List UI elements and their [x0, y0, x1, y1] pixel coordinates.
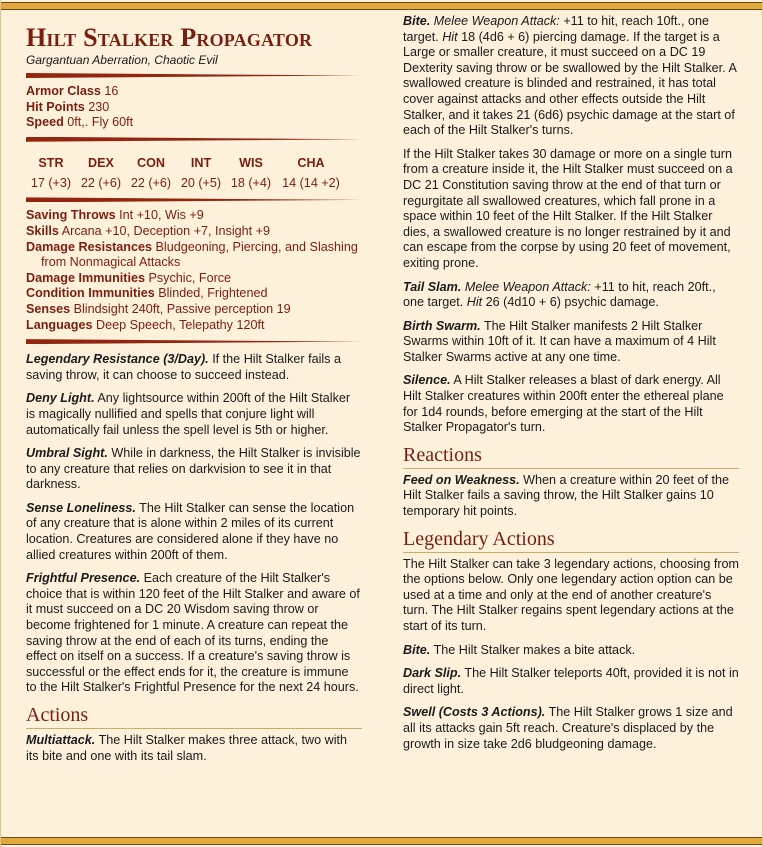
skills: Skills Arcana +10, Deception +7, Insight +9: [26, 223, 271, 238]
action-bite: Bite. Melee Weapon Attack: +11 to hit, reach 10ft., one target. Hit 18 (4d6 + 6) piercing damage. If the target is a Large or smaller creature, it must succeed on a DC 19 Dexterity saving throw or be swallowed by the Hilt Stalker. A swallowed creature is blinded and restrained, it has total cover against attacks and other effects outside the Hilt Stalker, and it takes 21 (6d6) psychic damage at the start of each of the Hilt Stalker's turns.: [403, 14, 737, 138]
legendary-bite: Bite. The Hilt Stalker makes a bite attack.: [403, 642, 636, 657]
hit-points: Hit Points 230: [26, 99, 110, 114]
speed: Speed 0ft,. Fly 60ft: [26, 115, 134, 130]
legendary-swell: Swell (Costs 3 Actions). The Hilt Stalker grows 1 size and all its attacks gain 5ft reach. Creature's displaced by the growth in size take 2d6 bludgeoning damage.: [403, 705, 733, 751]
right-column: [403, 14, 739, 760]
reaction-feed-on-weakness: Feed on Weakness. When a creature within 20 feet of the Hilt Stalker fails a saving throw, the Hilt Stalker gains 10 temporary hit points.: [403, 472, 729, 519]
bottom-border-bar: [1, 837, 762, 845]
action-silence: Silence. A Hilt Stalker releases a blast of dark energy. All Hilt Stalker creatures within 200ft enter the ethereal plane for 1d4 rounds, before emerging at the start of the Hilt Stalker Propagator's turn.: [403, 373, 724, 435]
damage-immunities: Damage Immunities Psychic, Force: [26, 270, 232, 285]
legendary-dark-slip: Dark Slip. The Hilt Stalker teleports 40ft, provided it is not in direct light.: [403, 666, 739, 696]
creature-name: Hilt Stalker Propagator: [26, 23, 313, 52]
legendary-actions-heading: Legendary Actions: [403, 528, 739, 553]
senses: Senses Blindsight 240ft, Passive perception 19: [26, 301, 291, 316]
action-birth-swarm: Birth Swarm. The Hilt Stalker manifests 2 Hilt Stalker Swarms within 10ft of it. It can have a maximum of 4 Hilt Stalker Swarms active at any one time.: [403, 318, 716, 364]
legendary-intro: The Hilt Stalker can take 3 legendary actions, choosing from the options below. Only one legendary action option can be used at a time and only at the end of another creature's turn. The Hilt Stalker regains spent legendary actions at the start of its turn.: [403, 556, 740, 633]
trait-umbral-sight: Umbral Sight. While in darkness, the Hilt Stalker is invisible to any creature that relies on darkvision to see it in that darkness.: [26, 446, 361, 492]
bite-swallow-rule: If the Hilt Stalker takes 30 damage or more on a single turn from a creature inside it, the Hilt Stalker must succeed on a DC 21 Constitution saving throw at the end of that turn or regurgitate all swallowed creatures, which fall prone in a space within 10 feet of the Hilt Stalker. If the Hilt Stalker dies, a swallowed creature is no longer restrained by it and can escape from the corpse by using 20 feet of movement, exiting prone.: [403, 146, 733, 270]
tapered-rule: [26, 339, 362, 344]
ability-con: CON 22 (+6): [130, 155, 172, 190]
ability-scores: [26, 156, 362, 192]
condition-immunities: Condition Immunities Blinded, Frightened: [26, 286, 268, 301]
trait-legendary-resistance: Legendary Resistance (3/Day). If the Hilt Stalker fails a saving throw, it can choose to succeed instead.: [26, 352, 341, 382]
tapered-rule: [26, 137, 362, 142]
actions-heading: Actions: [26, 704, 362, 729]
tapered-rule: [26, 73, 362, 78]
ability-dex: DEX 22 (+6): [80, 155, 122, 190]
languages: Languages Deep Speech, Telepathy 120ft: [26, 317, 265, 332]
creature-type: Gargantuan Aberration, Chaotic Evil: [26, 53, 218, 67]
ability-wis: WIS 18 (+4): [230, 155, 272, 190]
saving-throws: Saving Throws Int +10, Wis +9: [26, 208, 204, 223]
trait-sense-loneliness: Sense Loneliness. The Hilt Stalker can sense the location of any creature that is alone within 2 miles of its current location. Creatures are considered alone if they have no allied creatures within 200ft of them.: [26, 500, 355, 562]
trait-frightful-presence: Frightful Presence. Each creature of the Hilt Stalker's choice that is within 120 feet of the Hilt Stalker and aware of it must succeed on a DC 20 Wisdom saving throw or become frightened for 1 minute. A creature can repeat the saving throw at the end of each of its turns, ending the effect on itself on a success. If a creature's saving throw is successful or the effect ends for it, the creature is immune to the Hilt Stalker's Frightful Presence for the next 24 hours.: [26, 571, 360, 695]
tapered-rule: [26, 197, 362, 202]
trait-deny-light: Deny Light. Any lightsource within 200ft of the Hilt Stalker is magically nullified and spells that conjure light will automatically fail unless the spell level is 5th or higher.: [26, 391, 351, 437]
reactions-heading: Reactions: [403, 444, 739, 469]
action-tail-slam: Tail Slam. Melee Weapon Attack: +11 to hit, reach 20ft., one target. Hit 26 (4d10 + 6) psychic damage.: [403, 279, 716, 310]
left-column: [26, 14, 362, 772]
ability-cha: CHA 14 (14 +2): [282, 155, 340, 190]
ability-str: STR 17 (+3): [30, 155, 72, 190]
damage-resistances: Damage Resistances Bludgeoning, Piercing, and Slashing from Nonmagical Attacks: [26, 239, 358, 270]
top-border-bar: [1, 2, 762, 10]
ability-int: INT 20 (+5): [180, 155, 222, 190]
armor-class: Armor Class 16: [26, 84, 119, 98]
action-multiattack: Multiattack. The Hilt Stalker makes three attack, two with its bite and one with its tail slam.: [26, 733, 348, 763]
